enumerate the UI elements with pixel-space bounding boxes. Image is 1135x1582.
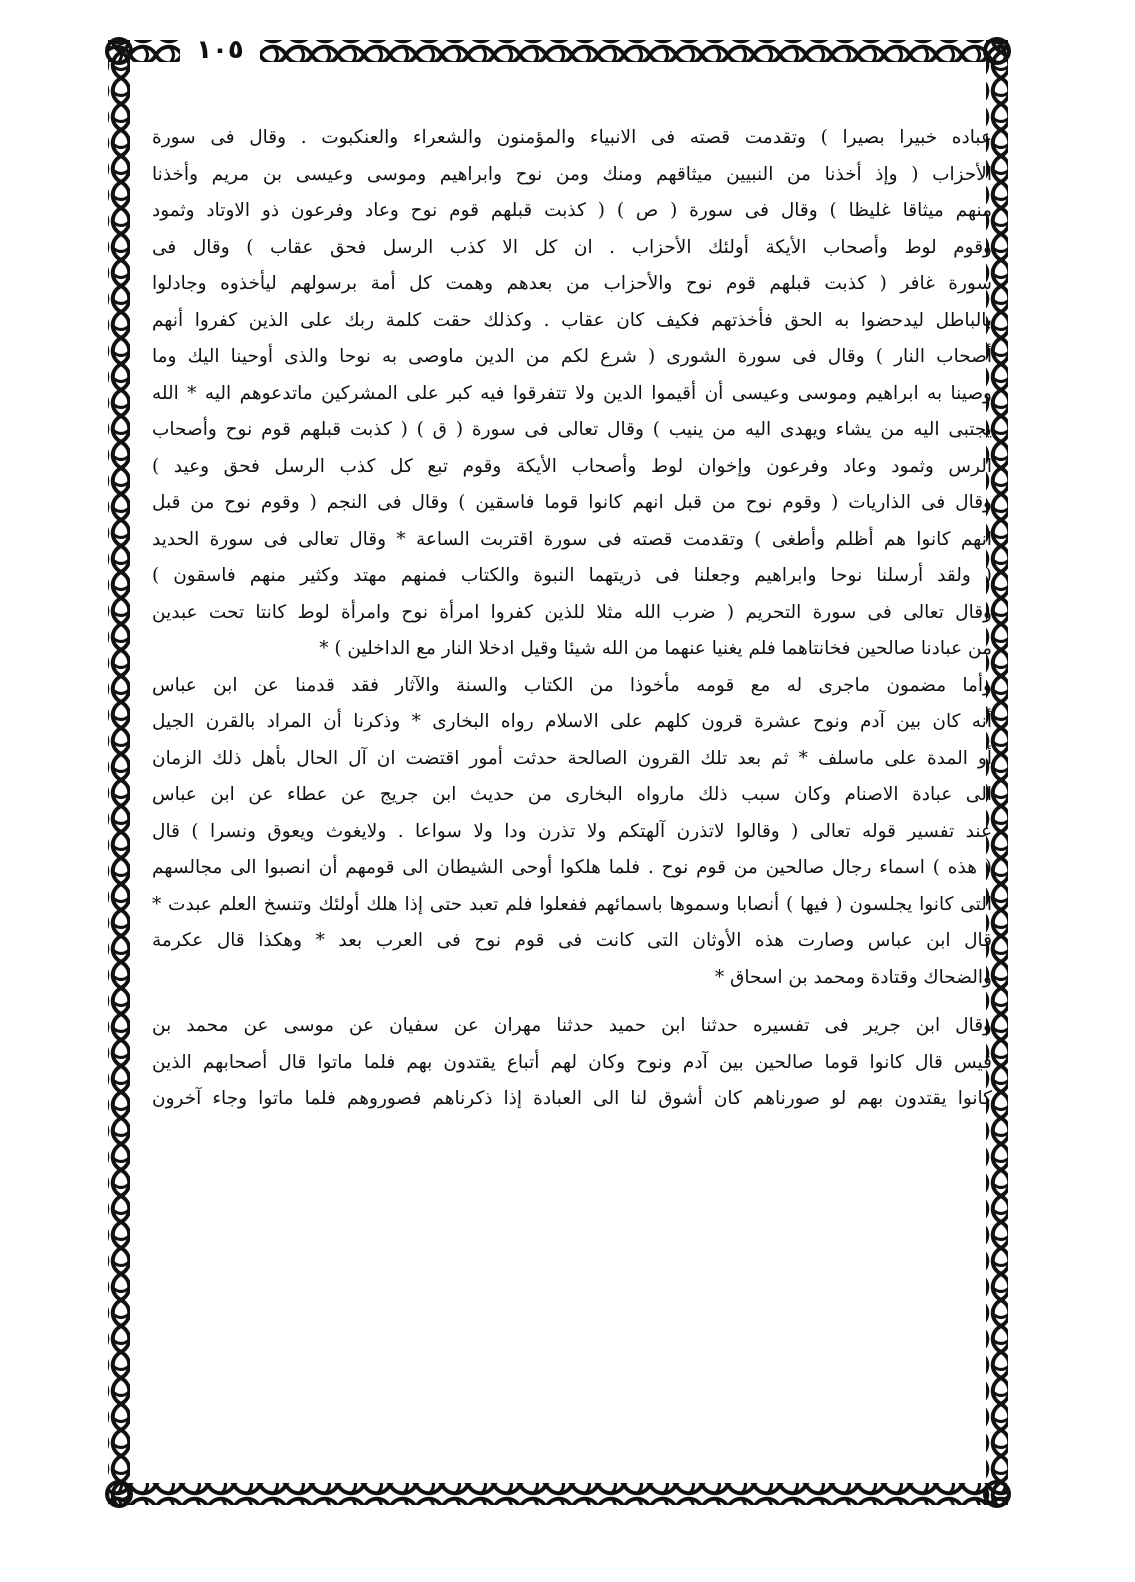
page-number: ١٠٥ — [180, 30, 260, 70]
text-line: وقال تعالى فى سورة التحريم ( ضرب الله مثلا للذين كفروا امرأة نوح وامرأة لوط كانتا تحت عبدين — [152, 601, 992, 623]
text-line: الأحزاب ( وإذ أخذنا من النبيين ميثاقهم ومنك ومن نوح وابراهيم وموسى وعيسى بن مريم وأخذنا — [152, 163, 992, 185]
text-line: وقال ابن جرير فى تفسيره حدثنا ابن حميد حدثنا مهران عن سفيان عن موسى عن محمد بن — [152, 1015, 992, 1036]
border-bottom — [108, 1483, 1008, 1505]
text-line: ( ولقد أرسلنا نوحا وابراهيم وجعلنا فى ذريتهما النبوة والكتاب فمنهم مهتد وكثير منهم فاسقون ) — [152, 565, 992, 586]
text-line: قيس قال كانوا قوما صالحين بين آدم ونوح وكان لهم أتباع يقتدون بهم فلما ماتوا قال أصحابهم الذين — [152, 1051, 992, 1073]
text-line: يجتبى اليه من يشاء ويهدى اليه من ينيب ) وقال تعالى فى سورة ( ق ) ( كذبت قبلهم قوم نوح وأصحاب — [152, 419, 992, 440]
text-line: سورة غافر ( كذبت قبلهم قوم نوح والأحزاب من بعدهم وهمت كل أمة برسولهم ليأخذوه وجادلوا — [152, 273, 992, 294]
text-line: قال ابن عباس وصارت هذه الأوثان التى كانت فى قوم نوح فى العرب بعد * وهكذا قال عكرمة — [152, 930, 992, 951]
text-line: والضحاك وقتادة ومحمد بن اسحاق * — [714, 966, 992, 988]
text-line: وقوم لوط وأصحاب الأيكة أولئك الأحزاب . ان كل الا كذب الرسل فحق عقاب ) وقال فى — [152, 236, 992, 258]
text-line: عباده خبيرا بصيرا ) وتقدمت قصته فى الانبياء والمؤمنون والشعراء والعنكبوت . وقال فى سورة — [152, 127, 992, 148]
text-line: من عبادنا صالحين فخانتاهما فلم يغنيا عنهما من الله شيئا وقيل ادخلا النار مع الداخلين ) * — [319, 638, 992, 659]
text-line: بالباطل ليدحضوا به الحق فأخذتهم فكيف كان عقاب . وكذلك حقت كلمة ربك على الذين كفروا أنهم — [152, 309, 992, 331]
text-line: انهم كانوا هم أظلم وأطغى ) وتقدمت قصته فى سورة اقتربت الساعة * وقال تعالى فى سورة الحديد — [152, 528, 992, 550]
text-line: الرس وثمود وعاد وفرعون وإخوان لوط وأصحاب الأيكة وقوم تبع كل كذب الرسل فحق وعيد ) — [152, 455, 992, 477]
text-line: عند تفسير قوله تعالى ( وقالوا لاتذرن آلهتكم ولا تذرن ودا ولا سواعا . ولايغوث ويعوق ونسرا ) قال — [152, 820, 992, 842]
border-left — [108, 40, 130, 1505]
text-line: منهم ميثاقا غليظا ) وقال فى سورة ( ص ) ( كذبت قبلهم قوم نوح وعاد وفرعون ذو الاوتاد وثمود — [152, 200, 992, 221]
text-line: الى عبادة الاصنام وكان سبب ذلك مارواه البخارى من حديث ابن جريج عن عطاء عن ابن عباس — [152, 784, 992, 805]
text-line: ( هذه ) اسماء رجال صالحين من قوم نوح . فلما هلكوا أوحى الشيطان الى قومهم أن انصبوا الى مجالسهم — [152, 857, 992, 878]
text-line: أو المدة على ماسلف * ثم بعد تلك القرون الصالحة حدثت أمور اقتضت ان آل الحال بأهل ذلك الزمان — [152, 747, 992, 769]
text-line: وصينا به ابراهيم وموسى وعيسى أن أقيموا الدين ولا تتفرقوا فيه كبر على المشركين ماتدعوهم اليه * الله — [152, 382, 992, 404]
text-line: وقال فى الذاريات ( وقوم نوح من قبل انهم كانوا قوما فاسقين ) وقال فى النجم ( وقوم نوح من قبل — [152, 492, 992, 513]
body-text — [152, 120, 992, 1480]
text-line: كانوا يقتدون بهم لو صورناهم كان أشوق لنا الى العبادة إذا ذكرناهم فصوروهم فلما ماتوا وجاء آخرون — [152, 1088, 992, 1109]
text-line: وأما مضمون ماجرى له مع قومه مأخوذا من الكتاب والسنة والآثار فقد قدمنا عن ابن عباس — [152, 674, 992, 696]
text-line: أصحاب النار ) وقال فى سورة الشورى ( شرع لكم من الدين ماوصى به نوحا والذى أوحينا اليك وما — [152, 346, 992, 367]
text-line: التى كانوا يجلسون ( فيها ) أنصابا وسموها باسمائهم ففعلوا فلم تعبد حتى إذا هلك أولئك وتنسخ العلم عبدت * — [152, 893, 992, 915]
text-line: أنه كان بين آدم ونوح عشرة قرون كلهم على الاسلام رواه البخارى * وذكرنا أن المراد بالقرن الجيل — [152, 711, 992, 732]
